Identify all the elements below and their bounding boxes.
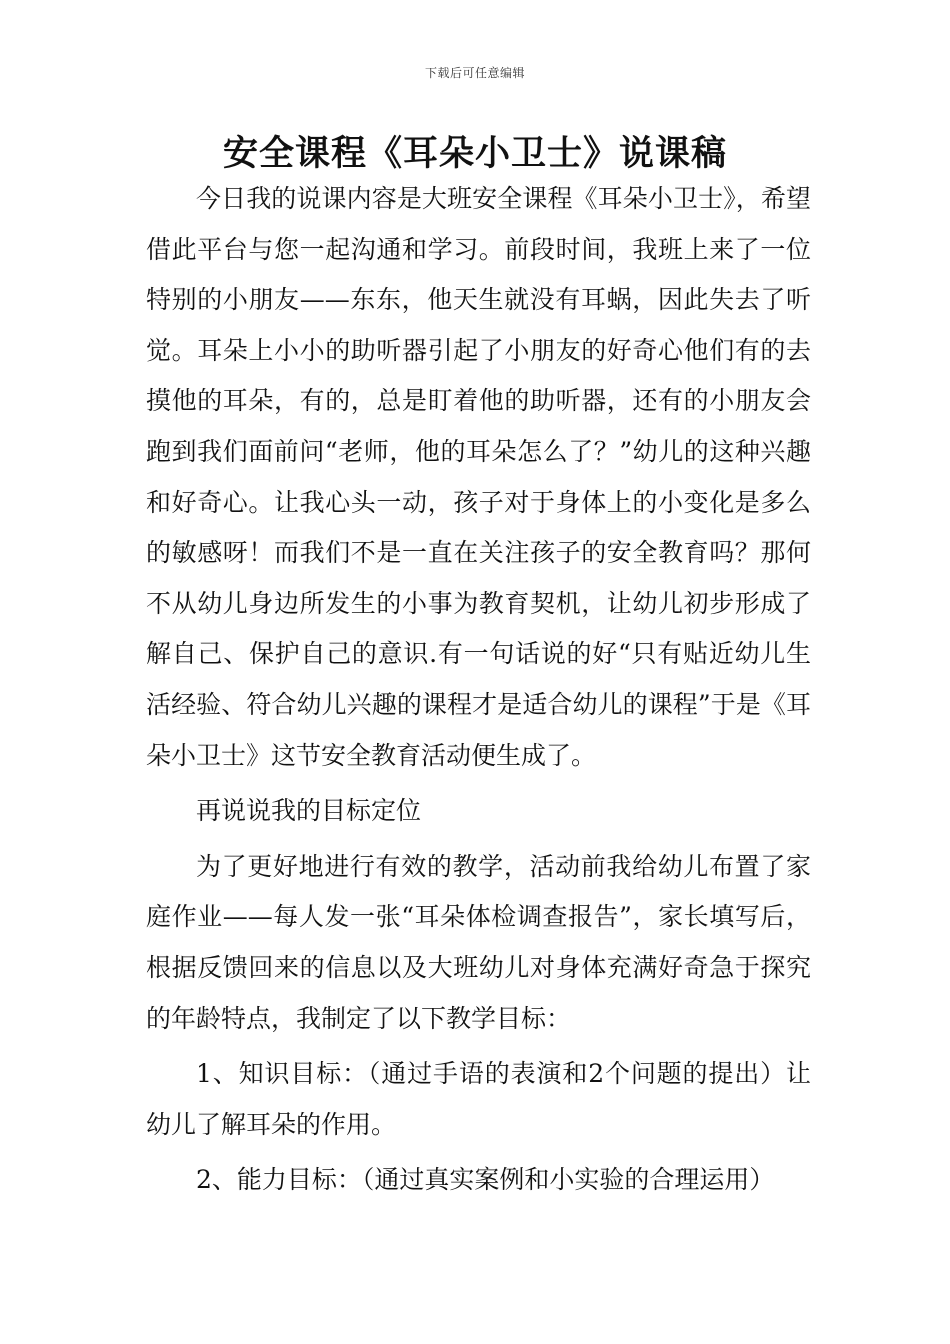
paragraph-goal-heading: 再说说我的目标定位	[196, 796, 422, 826]
paragraph-intro: 今日我的说课内容是大班安全课程《耳朵小卫士》，希望借此平台与您一起沟通和学习。前段时间，我班上来了一位特别的小朋友——东东，他天生就没有耳蜗，因此失去了听觉。耳朵上小小的助听器引起了小朋友的好奇心他们有的去摸他的耳朵，有的，总是盯着他的助听器，还有的小朋友会跑到我们面前问“老师，他的耳朵怎么了？”幼儿的这种兴趣和好奇心。让我心头一动，孩子对于身体上的小变化是多么的敏感呀！而我们不是一直在关注孩子的安全教育吗？那何不从幼儿身边所发生的小事为教育契机，让幼儿初步形成了解自己、保护自己的意识.有一句话说的好“只有贴近幼儿生活经验、符合幼儿兴趣的课程才是适合幼儿的课程”于是《耳朵小卫士》这节安全教育活动便生成了。	[146, 184, 811, 770]
document-body	[146, 174, 811, 1206]
paragraph-goal-setting: 为了更好地进行有效的教学，活动前我给幼儿布置了家庭作业——每人发一张“耳朵体检调查报告”，家长填写后，根据反馈回来的信息以及大班幼儿对身体充满好奇急于探究的年龄特点，我制定了以下教学目标：	[146, 851, 811, 1033]
header-note: 下载后可任意编辑	[424, 66, 525, 80]
paragraph-ability-goal: 2、能力目标：（通过真实案例和小实验的合理运用）	[196, 1165, 775, 1195]
document-title: 安全课程《耳朵小卫士》说课稿	[222, 134, 727, 174]
paragraph-knowledge-goal: 1、知识目标：（通过手语的表演和2个问题的提出）让幼儿了解耳朵的作用。	[146, 1059, 811, 1139]
